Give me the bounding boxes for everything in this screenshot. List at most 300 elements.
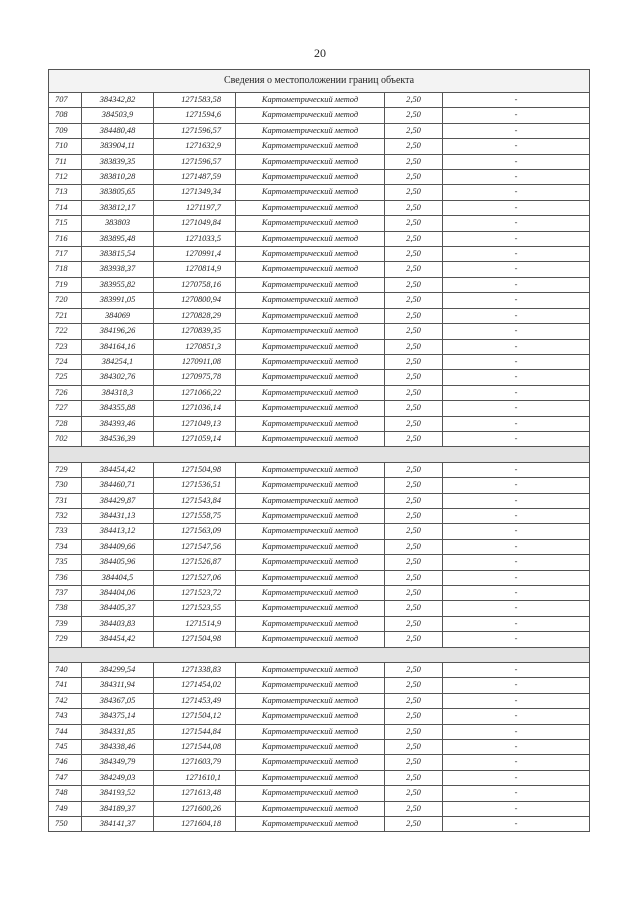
table-row [49,786,590,801]
method-cell: Картометрический метод [236,93,385,108]
extra-cell: - [443,801,590,816]
table-row [49,308,590,323]
coord-y-cell: 1271049,13 [154,416,236,431]
coord-x-cell: 384404,06 [82,585,154,600]
point-number-cell: 737 [49,585,82,600]
table-row [49,370,590,385]
precision-cell: 2,50 [385,216,443,231]
coord-y-cell: 1271504,98 [154,632,236,647]
precision-cell: 2,50 [385,293,443,308]
method-cell: Картометрический метод [236,293,385,308]
coord-x-cell: 383812,17 [82,200,154,215]
extra-cell: - [443,370,590,385]
point-number-cell: 726 [49,385,82,400]
method-cell: Картометрический метод [236,585,385,600]
point-number-cell: 702 [49,431,82,446]
table-row [49,277,590,292]
coord-y-cell: 1270975,78 [154,370,236,385]
table-row [49,478,590,493]
coord-x-cell: 384249,03 [82,770,154,785]
point-number-cell: 730 [49,478,82,493]
precision-cell: 2,50 [385,370,443,385]
coord-x-cell: 384404,5 [82,570,154,585]
extra-cell: - [443,401,590,416]
coord-y-cell: 1271036,14 [154,401,236,416]
method-cell: Картометрический метод [236,200,385,215]
table-row [49,724,590,739]
precision-cell: 2,50 [385,740,443,755]
precision-cell: 2,50 [385,139,443,154]
contour-separator-row [49,647,590,662]
extra-cell: - [443,154,590,169]
coord-y-cell: 1271454,02 [154,678,236,693]
coord-x-cell: 384429,87 [82,493,154,508]
precision-cell: 2,50 [385,663,443,678]
method-cell: Картометрический метод [236,308,385,323]
method-cell: Картометрический метод [236,154,385,169]
point-number-cell: 709 [49,123,82,138]
coord-x-cell: 384375,14 [82,709,154,724]
point-number-cell: 708 [49,108,82,123]
precision-cell: 2,50 [385,247,443,262]
method-cell: Картометрический метод [236,570,385,585]
method-cell: Картометрический метод [236,324,385,339]
precision-cell: 2,50 [385,493,443,508]
coord-x-cell: 384405,37 [82,601,154,616]
precision-cell: 2,50 [385,678,443,693]
precision-cell: 2,50 [385,170,443,185]
method-cell: Картометрический метод [236,616,385,631]
coord-y-cell: 1271583,58 [154,93,236,108]
extra-cell: - [443,308,590,323]
coord-x-cell: 383991,05 [82,293,154,308]
extra-cell: - [443,539,590,554]
method-cell: Картометрический метод [236,462,385,477]
precision-cell: 2,50 [385,93,443,108]
extra-cell: - [443,170,590,185]
coord-x-cell: 384331,85 [82,724,154,739]
coord-y-cell: 1271349,34 [154,185,236,200]
coord-x-cell: 384460,71 [82,478,154,493]
table-row [49,431,590,446]
coord-x-cell: 384454,42 [82,462,154,477]
point-number-cell: 745 [49,740,82,755]
extra-cell: - [443,493,590,508]
extra-cell: - [443,324,590,339]
method-cell: Картометрический метод [236,740,385,755]
table-row [49,555,590,570]
precision-cell: 2,50 [385,616,443,631]
table-row [49,200,590,215]
method-cell: Картометрический метод [236,786,385,801]
coord-x-cell: 383805,65 [82,185,154,200]
point-number-cell: 732 [49,508,82,523]
point-number-cell: 711 [49,154,82,169]
table-row [49,247,590,262]
precision-cell: 2,50 [385,693,443,708]
coord-x-cell: 384302,76 [82,370,154,385]
method-cell: Картометрический метод [236,539,385,554]
coord-y-cell: 1271594,6 [154,108,236,123]
table-row [49,585,590,600]
precision-cell: 2,50 [385,755,443,770]
table-row [49,216,590,231]
extra-cell: - [443,570,590,585]
coord-y-cell: 1271049,84 [154,216,236,231]
coord-x-cell: 384413,12 [82,524,154,539]
extra-cell: - [443,524,590,539]
point-number-cell: 729 [49,632,82,647]
point-number-cell: 721 [49,308,82,323]
point-number-cell: 707 [49,93,82,108]
point-number-cell: 739 [49,616,82,631]
extra-cell: - [443,663,590,678]
precision-cell: 2,50 [385,570,443,585]
coord-y-cell: 1271603,79 [154,755,236,770]
coord-y-cell: 1271453,49 [154,693,236,708]
extra-cell: - [443,293,590,308]
coord-y-cell: 1271487,59 [154,170,236,185]
method-cell: Картометрический метод [236,724,385,739]
coord-y-cell: 1271613,48 [154,786,236,801]
coord-x-cell: 383955,82 [82,277,154,292]
table-row [49,817,590,832]
method-cell: Картометрический метод [236,262,385,277]
coord-y-cell: 1271563,09 [154,524,236,539]
point-number-cell: 716 [49,231,82,246]
coord-x-cell: 384503,9 [82,108,154,123]
extra-cell: - [443,416,590,431]
precision-cell: 2,50 [385,539,443,554]
precision-cell: 2,50 [385,339,443,354]
table-row [49,493,590,508]
coord-x-cell: 384196,26 [82,324,154,339]
point-number-cell: 731 [49,493,82,508]
method-cell: Картометрический метод [236,416,385,431]
table-row [49,339,590,354]
method-cell: Картометрический метод [236,170,385,185]
coord-x-cell: 383815,54 [82,247,154,262]
contour-separator [49,647,590,662]
extra-cell: - [443,431,590,446]
precision-cell: 2,50 [385,801,443,816]
method-cell: Картометрический метод [236,247,385,262]
coord-y-cell: 1271604,18 [154,817,236,832]
method-cell: Картометрический метод [236,801,385,816]
precision-cell: 2,50 [385,585,443,600]
table-row [49,632,590,647]
method-cell: Картометрический метод [236,385,385,400]
table-row [49,385,590,400]
table-row [49,740,590,755]
table-row [49,616,590,631]
precision-cell: 2,50 [385,123,443,138]
extra-cell: - [443,93,590,108]
table-row [49,123,590,138]
coord-y-cell: 1271536,51 [154,478,236,493]
coord-x-cell: 384141,37 [82,817,154,832]
point-number-cell: 738 [49,601,82,616]
table-row [49,416,590,431]
point-number-cell: 710 [49,139,82,154]
extra-cell: - [443,709,590,724]
method-cell: Картометрический метод [236,185,385,200]
coord-x-cell: 383904,11 [82,139,154,154]
method-cell: Картометрический метод [236,817,385,832]
extra-cell: - [443,724,590,739]
contour-separator [49,447,590,462]
extra-cell: - [443,200,590,215]
point-number-cell: 713 [49,185,82,200]
coord-y-cell: 1271543,84 [154,493,236,508]
precision-cell: 2,50 [385,416,443,431]
coord-x-cell: 383803 [82,216,154,231]
precision-cell: 2,50 [385,462,443,477]
coord-x-cell: 384480,48 [82,123,154,138]
table-row [49,693,590,708]
coord-y-cell: 1271526,87 [154,555,236,570]
precision-cell: 2,50 [385,308,443,323]
point-number-cell: 746 [49,755,82,770]
extra-cell: - [443,693,590,708]
coord-x-cell: 384069 [82,308,154,323]
coord-y-cell: 1271197,7 [154,200,236,215]
coord-x-cell: 384403,83 [82,616,154,631]
extra-cell: - [443,740,590,755]
point-number-cell: 725 [49,370,82,385]
method-cell: Картометрический метод [236,478,385,493]
precision-cell: 2,50 [385,154,443,169]
coord-x-cell: 384367,05 [82,693,154,708]
method-cell: Картометрический метод [236,231,385,246]
method-cell: Картометрический метод [236,663,385,678]
coord-x-cell: 384409,66 [82,539,154,554]
method-cell: Картометрический метод [236,770,385,785]
point-number-cell: 718 [49,262,82,277]
table-row [49,570,590,585]
point-number-cell: 740 [49,663,82,678]
method-cell: Картометрический метод [236,508,385,523]
extra-cell: - [443,678,590,693]
method-cell: Картометрический метод [236,216,385,231]
method-cell: Картометрический метод [236,401,385,416]
coord-x-cell: 384349,79 [82,755,154,770]
coord-x-cell: 383839,35 [82,154,154,169]
table-row [49,539,590,554]
coord-x-cell: 384193,52 [82,786,154,801]
page-number: 20 [314,46,326,60]
extra-cell: - [443,817,590,832]
coord-y-cell: 1270800,94 [154,293,236,308]
precision-cell: 2,50 [385,385,443,400]
coord-y-cell: 1271514,9 [154,616,236,631]
extra-cell: - [443,339,590,354]
precision-cell: 2,50 [385,108,443,123]
precision-cell: 2,50 [385,508,443,523]
point-number-cell: 748 [49,786,82,801]
coord-y-cell: 1271596,57 [154,154,236,169]
method-cell: Картометрический метод [236,139,385,154]
table-row [49,154,590,169]
precision-cell: 2,50 [385,401,443,416]
coord-x-cell: 384431,13 [82,508,154,523]
method-cell: Картометрический метод [236,354,385,369]
point-number-cell: 712 [49,170,82,185]
point-number-cell: 750 [49,817,82,832]
coord-x-cell: 383938,37 [82,262,154,277]
table-row [49,354,590,369]
table-row [49,755,590,770]
precision-cell: 2,50 [385,200,443,215]
coord-x-cell: 384254,1 [82,354,154,369]
extra-cell: - [443,354,590,369]
coord-y-cell: 1270758,16 [154,277,236,292]
contour-separator-row [49,447,590,462]
table-row [49,678,590,693]
coord-y-cell: 1271059,14 [154,431,236,446]
point-number-cell: 742 [49,693,82,708]
point-number-cell: 734 [49,539,82,554]
extra-cell: - [443,185,590,200]
precision-cell: 2,50 [385,555,443,570]
extra-cell: - [443,277,590,292]
point-number-cell: 728 [49,416,82,431]
extra-cell: - [443,632,590,647]
extra-cell: - [443,108,590,123]
method-cell: Картометрический метод [236,493,385,508]
table-row [49,139,590,154]
point-number-cell: 723 [49,339,82,354]
precision-cell: 2,50 [385,262,443,277]
method-cell: Картометрический метод [236,632,385,647]
coord-y-cell: 1271547,56 [154,539,236,554]
table-row [49,93,590,108]
precision-cell: 2,50 [385,724,443,739]
coord-x-cell: 384338,46 [82,740,154,755]
extra-cell: - [443,385,590,400]
point-number-cell: 727 [49,401,82,416]
coord-y-cell: 1270828,29 [154,308,236,323]
coord-y-cell: 1271610,1 [154,770,236,785]
coord-y-cell: 1271632,9 [154,139,236,154]
method-cell: Картометрический метод [236,108,385,123]
coord-x-cell: 384318,3 [82,385,154,400]
method-cell: Картометрический метод [236,709,385,724]
point-number-cell: 736 [49,570,82,585]
precision-cell: 2,50 [385,354,443,369]
extra-cell: - [443,247,590,262]
point-number-cell: 717 [49,247,82,262]
coord-y-cell: 1271523,72 [154,585,236,600]
precision-cell: 2,50 [385,632,443,647]
extra-cell: - [443,585,590,600]
table-row [49,231,590,246]
precision-cell: 2,50 [385,277,443,292]
table-row [49,801,590,816]
coord-x-cell: 384164,16 [82,339,154,354]
extra-cell: - [443,508,590,523]
table-title-row [49,70,590,93]
extra-cell: - [443,755,590,770]
point-number-cell: 747 [49,770,82,785]
boundary-coordinates-table [48,69,590,832]
coord-x-cell: 384342,82 [82,93,154,108]
method-cell: Картометрический метод [236,678,385,693]
point-number-cell: 714 [49,200,82,215]
table-row [49,508,590,523]
method-cell: Картометрический метод [236,431,385,446]
point-number-cell: 733 [49,524,82,539]
table-row [49,709,590,724]
extra-cell: - [443,123,590,138]
coord-y-cell: 1270814,9 [154,262,236,277]
precision-cell: 2,50 [385,185,443,200]
method-cell: Картометрический метод [236,555,385,570]
coord-y-cell: 1271504,98 [154,462,236,477]
point-number-cell: 744 [49,724,82,739]
table-row [49,324,590,339]
point-number-cell: 720 [49,293,82,308]
coord-x-cell: 383895,48 [82,231,154,246]
point-number-cell: 743 [49,709,82,724]
precision-cell: 2,50 [385,709,443,724]
precision-cell: 2,50 [385,231,443,246]
method-cell: Картометрический метод [236,524,385,539]
table-row [49,663,590,678]
method-cell: Картометрический метод [236,339,385,354]
method-cell: Картометрический метод [236,370,385,385]
coord-x-cell: 384189,37 [82,801,154,816]
coord-x-cell: 383810,28 [82,170,154,185]
precision-cell: 2,50 [385,431,443,446]
coord-x-cell: 384536,39 [82,431,154,446]
method-cell: Картометрический метод [236,755,385,770]
point-number-cell: 741 [49,678,82,693]
table-row [49,462,590,477]
table-title: Сведения о местоположении границ объекта [49,70,590,93]
precision-cell: 2,50 [385,817,443,832]
precision-cell: 2,50 [385,524,443,539]
method-cell: Картометрический метод [236,123,385,138]
extra-cell: - [443,786,590,801]
table-row [49,524,590,539]
extra-cell: - [443,478,590,493]
extra-cell: - [443,555,590,570]
table-row [49,770,590,785]
extra-cell: - [443,601,590,616]
method-cell: Картометрический метод [236,601,385,616]
coord-y-cell: 1271544,08 [154,740,236,755]
coord-x-cell: 384355,88 [82,401,154,416]
coord-y-cell: 1271033,5 [154,231,236,246]
coord-y-cell: 1271544,84 [154,724,236,739]
coord-x-cell: 384311,94 [82,678,154,693]
precision-cell: 2,50 [385,770,443,785]
precision-cell: 2,50 [385,786,443,801]
extra-cell: - [443,231,590,246]
table-row [49,170,590,185]
extra-cell: - [443,616,590,631]
coord-y-cell: 1271558,75 [154,508,236,523]
method-cell: Картометрический метод [236,693,385,708]
coord-y-cell: 1271523,55 [154,601,236,616]
point-number-cell: 735 [49,555,82,570]
precision-cell: 2,50 [385,478,443,493]
coord-x-cell: 384454,42 [82,632,154,647]
table-row [49,601,590,616]
extra-cell: - [443,770,590,785]
extra-cell: - [443,462,590,477]
